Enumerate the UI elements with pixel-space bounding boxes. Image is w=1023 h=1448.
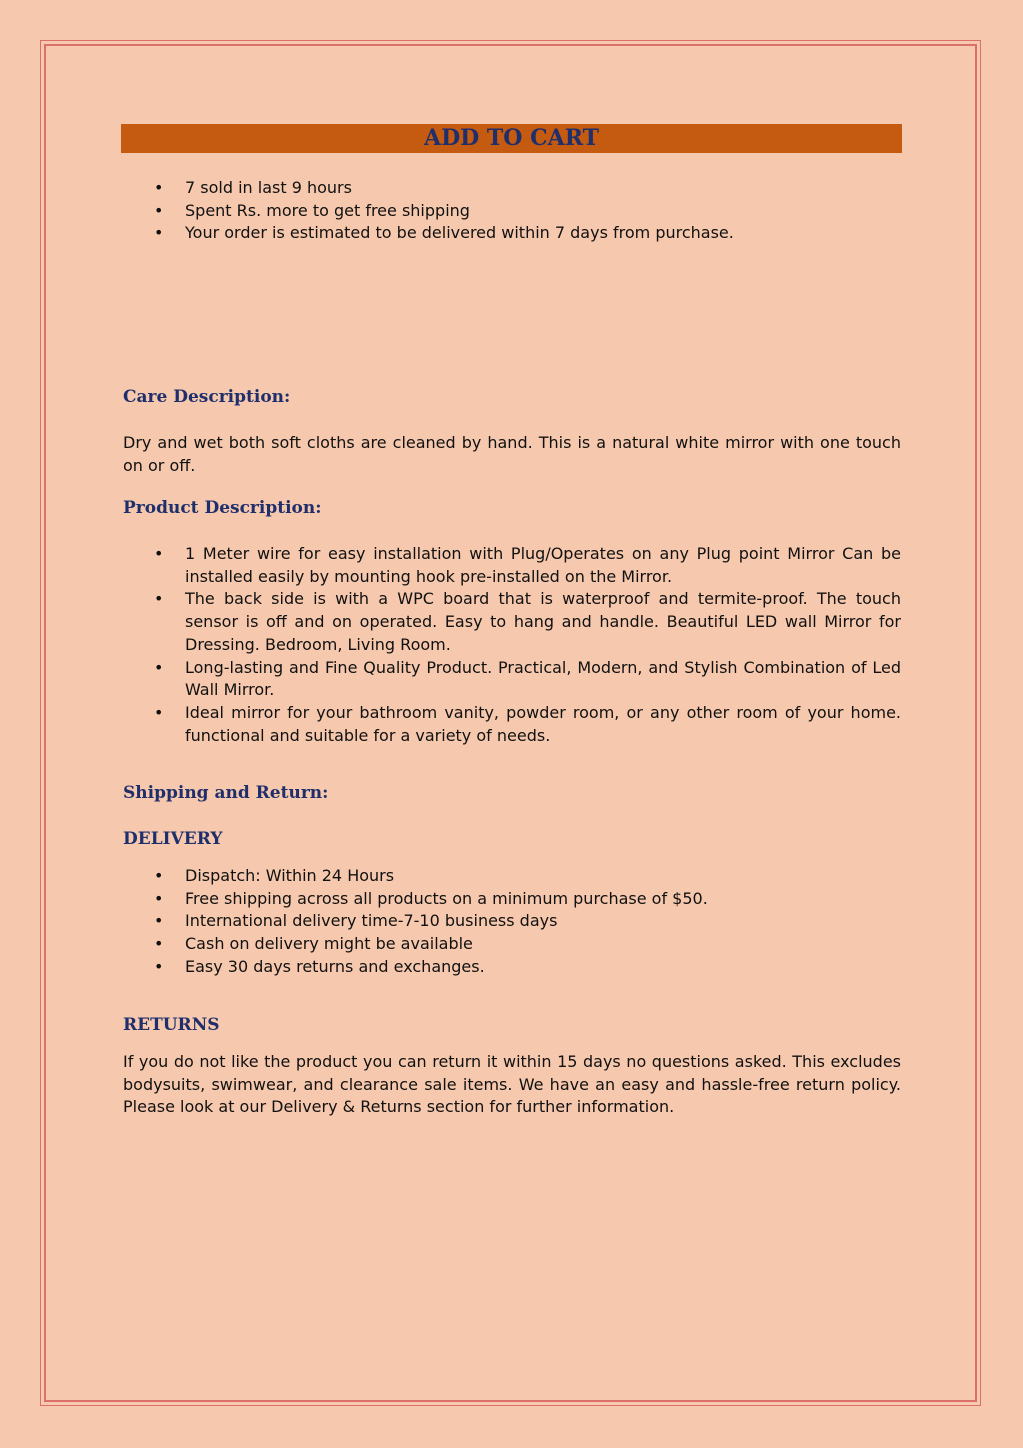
list-item: • Long-lasting and Fine Quality Product. Practical, Modern, and Stylish Combination of Led Wall Mirror. [123, 657, 901, 702]
list-item: • Ideal mirror for your bathroom vanity, powder room, or any other room of your home. functional and suitable for a variety of needs. [123, 702, 901, 747]
delivery-heading: DELIVERY [123, 829, 223, 849]
list-item: • Dispatch: Within 24 Hours [123, 865, 901, 888]
returns-text: If you do not like the product you can return it within 15 days no questions asked. This excludes bodysuits, swimwear, and clearance sale items. We have an easy and hassle-free return policy. Please look at our Delivery & Returns section for further information. [123, 1052, 901, 1117]
list-item: • 1 Meter wire for easy installation with Plug/Operates on any Plug point Mirror Can be installed easily by mounting hook pre-installed on the Mirror. [123, 543, 901, 588]
promo-list [123, 177, 901, 245]
care-text: Dry and wet both soft cloths are cleaned by hand. This is a natural white mirror with one touch on or off. [123, 433, 901, 475]
product-list [123, 543, 901, 747]
returns-heading: RETURNS [123, 1015, 220, 1035]
list-item: • The back side is with a WPC board that is waterproof and termite-proof. The touch sensor is off and on operated. Easy to hang and handle. Beautiful LED wall Mirror for Dressing. Bedroom, Living Room. [123, 588, 901, 656]
list-item: • 7 sold in last 9 hours [123, 177, 901, 200]
shipping-heading: Shipping and Return: [123, 783, 329, 803]
add-to-cart-button[interactable]: ADD TO CART [121, 124, 902, 153]
list-item: • Cash on delivery might be available [123, 933, 901, 956]
product-heading: Product Description: [123, 498, 322, 518]
list-item: • International delivery time-7-10 business days [123, 910, 901, 933]
list-item: • Easy 30 days returns and exchanges. [123, 956, 901, 979]
delivery-list [123, 865, 901, 979]
list-item: • Spent Rs. more to get free shipping [123, 200, 901, 223]
care-heading: Care Description: [123, 387, 291, 407]
list-item: • Free shipping across all products on a minimum purchase of $50. [123, 888, 901, 911]
list-item: • Your order is estimated to be delivered within 7 days from purchase. [123, 222, 901, 245]
